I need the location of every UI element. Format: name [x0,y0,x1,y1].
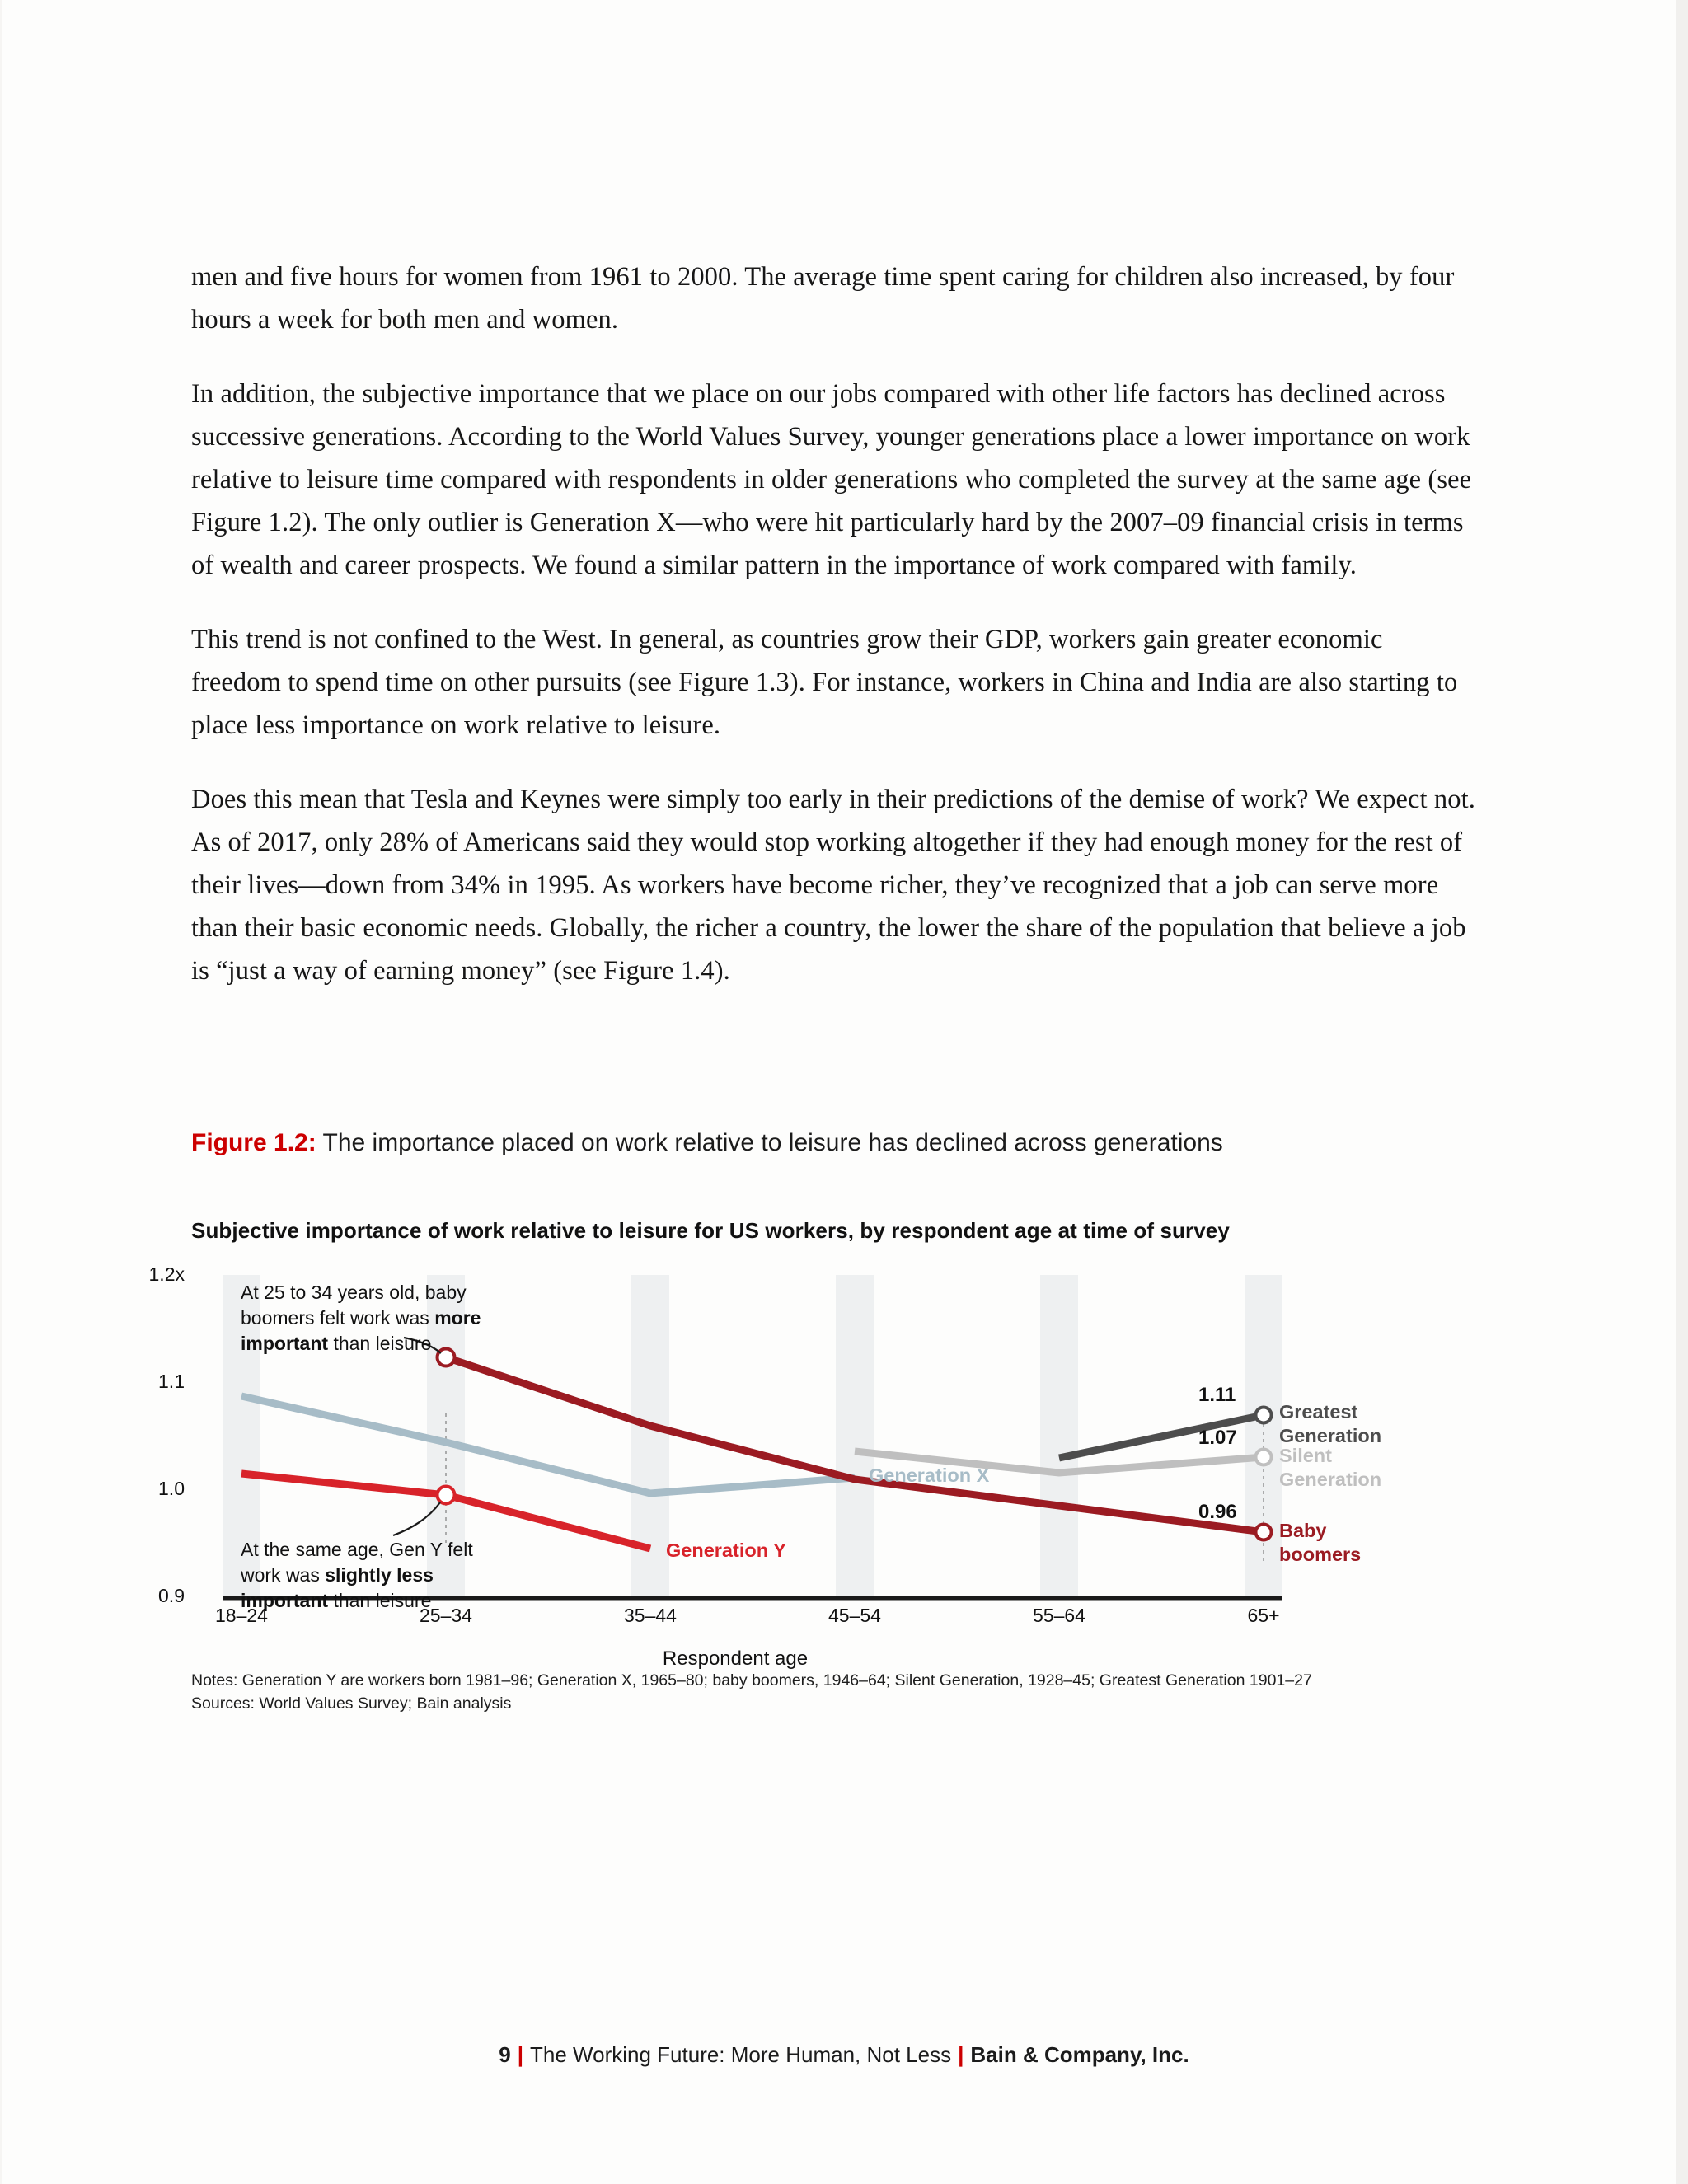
annotation-boomer-emphasis: more important [241,1307,481,1354]
callout-marker-geny [438,1487,455,1504]
annotation-geny-part3: than leisure [328,1590,432,1611]
annotation-geny-emphasis: slightly less important [241,1564,434,1611]
annotation-boomer-part1: At 25 to 34 years old, baby boomers felt work was [241,1282,467,1329]
y-tick-0_9: 0.9 [158,1585,185,1606]
endpoint-marker-boomers [1256,1525,1272,1540]
annotation-geny-part1: At the same age, Gen Y felt work was [241,1539,473,1586]
figure-number: Figure 1.2: [191,1129,316,1156]
footer-page-number: 9 [499,2042,511,2067]
series-label-generation-y: Generation Y [666,1540,786,1561]
chart-canvas [148,1263,1510,1670]
page-left-edge [0,0,2,2184]
series-generation-x [241,1396,855,1493]
paragraph-2: In addition, the subjective importance that we place on our jobs compared with other life factors has declined across successive generations. According to the World Values Survey, younger generations place a lower importance on work relative to leisure time compared with respondents in older generations who completed the survey at the same age (see Figure 1.2). The only outlier is Generation X—who were hit particularly hard by the 2007–09 financial crisis in terms of wealth and career prospects. We found a similar pattern in the importance of work compared with family. [191,379,1472,580]
x-axis-title: Respondent age [662,1647,809,1670]
annotation-boomer-part3: than leisure [328,1333,432,1354]
page-footer [0,2042,1688,2068]
endpoint-marker-silent [1256,1450,1272,1465]
y-tick-1_2x: 1.2x [148,1263,185,1285]
body-text-column [191,255,1477,1024]
x-tick-25-34: 25–34 [420,1605,472,1626]
x-tick-18-24: 18–24 [215,1605,268,1626]
paragraph-4: Does this mean that Tesla and Keynes were simply too early in their predictions of the demise of work? We expect not. As of 2017, only 28% of Americans said they would stop working altogether if they had enough money for the rest of their lives—down from 34% in 1995. As workers have become richer, they’ve recognized that a job can serve more than their basic economic needs. Globally, the richer a country, the lower the share of the population that believe a job is “just a way of earning money” (see Figure 1.4). [191,785,1475,986]
figure-notes: Notes: Generation Y are workers born 1981–96; Generation X, 1965–80; baby boomers, 1946–64; Silent Generation, 1928–45; Greatest Generation 1901–27 [191,1671,1312,1690]
footer-separator-2: | [958,2042,964,2067]
footer-title: The Working Future: More Human, Not Less [530,2042,952,2067]
page-right-edge [1676,0,1688,2184]
x-tick-45-54: 45–54 [828,1605,881,1626]
chart-title: Subjective importance of work relative to leisure for US workers, by respondent age at time of survey [191,1218,1230,1243]
series-label-baby-boomers: Baby boomers [1279,1520,1362,1565]
paragraph-3: This trend is not confined to the West. In general, as countries grow their GDP, workers gain greater economic freedom to spend time on other pursuits (see Figure 1.3). For instance, workers in China and India are also starting to place less importance on work relative to leisure. [191,625,1458,740]
value-label-greatest: 1.11 [1198,1384,1236,1406]
figure-caption [191,1127,1510,1159]
figure-1-2 [148,1127,1510,1715]
endpoint-marker-greatest [1256,1408,1272,1423]
figure-caption-text: The importance placed on work relative to leisure has declined across generations [322,1129,1223,1156]
value-label-silent: 1.07 [1198,1427,1237,1449]
series-label-generation-x: Generation X [869,1465,990,1486]
x-tick-35-44: 35–44 [624,1605,677,1626]
annotation-boomer-callout [241,1280,488,1357]
y-tick-1_1: 1.1 [158,1371,185,1392]
series-label-greatest-generation: Greatest Generation [1279,1401,1382,1446]
value-label-boomers: 0.96 [1198,1501,1237,1523]
x-tick-65plus: 65+ [1247,1605,1280,1626]
footer-separator-1: | [517,2042,524,2067]
series-label-silent-generation: Silent Generation [1279,1445,1382,1490]
annotation-geny-callout [241,1537,488,1614]
footer-brand: Bain & Company, Inc. [970,2042,1189,2067]
y-tick-1_0: 1.0 [158,1478,185,1499]
paragraph-1: men and five hours for women from 1961 to 2000. The average time spent caring for children also increased, by four hours a week for both men and women. [191,262,1455,335]
x-tick-55-64: 55–64 [1033,1605,1085,1626]
figure-sources: Sources: World Values Survey; Bain analysis [191,1694,512,1713]
